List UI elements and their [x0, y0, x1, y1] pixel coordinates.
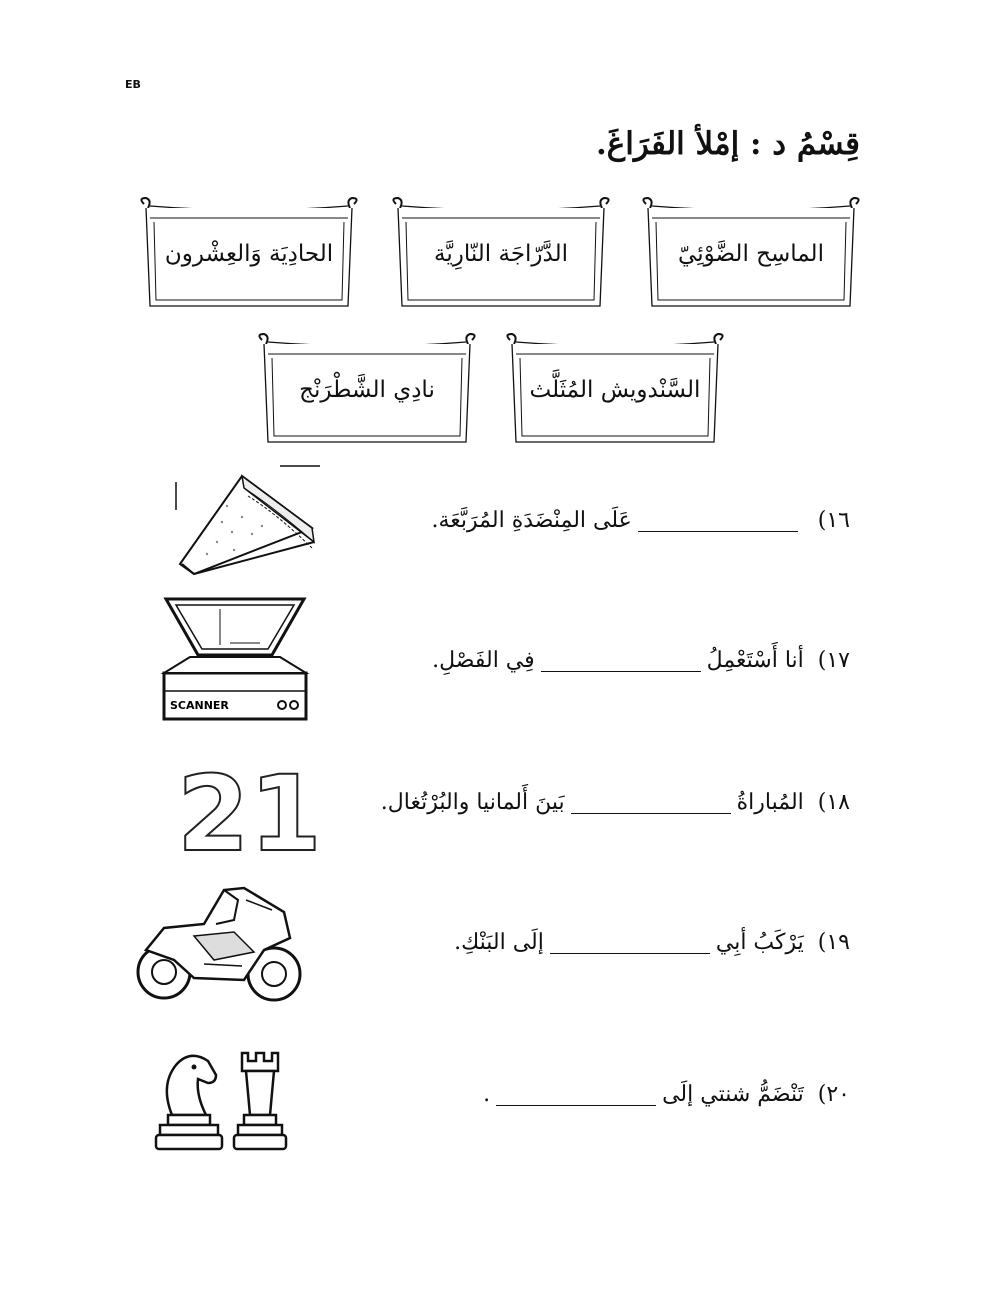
chess-pieces-icon	[150, 1045, 300, 1155]
section-title: قِسْمُ د : إمْلأ الفَرَاغَ.	[596, 126, 860, 162]
question-16	[432, 508, 851, 533]
question-text-after: بَينَ أَلمانيا والبُرْتُغال.	[380, 790, 565, 815]
corner-mark: EB	[125, 78, 141, 91]
word-bank-card[interactable]	[134, 196, 364, 288]
word-bank-card[interactable]	[386, 196, 616, 288]
question-text-after: إلَى البَنْكِ.	[454, 930, 544, 955]
answer-blank[interactable]	[541, 649, 701, 672]
word-bank-word: السَّنْدويش المُثَلَّث	[529, 377, 701, 403]
word-bank-word: نادِي الشَّطْرَنْج	[299, 377, 435, 403]
number-21-icon	[175, 753, 322, 875]
question-text-after: فِي الفَصْلِ.	[432, 648, 535, 673]
question-number: ١٨)	[817, 790, 850, 815]
word-bank-word: الدَّرّاجَة النّارِيَّة	[434, 241, 569, 267]
motorcycle-icon	[134, 880, 304, 1010]
question-20	[483, 1082, 850, 1107]
question-text-before: المُباراةُ	[736, 790, 804, 815]
answer-blank[interactable]	[550, 931, 710, 954]
scanner-label: SCANNER	[170, 699, 229, 712]
word-bank-word: الماسِح الضَّوْئِيّ	[678, 241, 824, 267]
question-18	[381, 790, 850, 815]
sandwich-icon	[172, 462, 322, 582]
word-bank-card[interactable]	[636, 196, 866, 288]
answer-blank[interactable]	[571, 791, 731, 814]
answer-blank[interactable]	[638, 509, 798, 532]
question-number: ٢٠)	[817, 1082, 850, 1107]
word-bank-card[interactable]	[500, 332, 730, 424]
question-text-before: تَنْضَمُّ شنتي إلَى	[662, 1082, 804, 1107]
question-19	[454, 930, 850, 955]
question-text-after: .	[483, 1082, 491, 1107]
question-text-before: أنا أَسْتَعْمِلُ	[706, 648, 804, 673]
question-number: ١٩)	[817, 930, 850, 955]
question-number: ١٦)	[817, 508, 850, 533]
question-number: ١٧)	[817, 648, 850, 673]
word-bank-word: الحادِيَة وَالعِشْرون	[164, 241, 334, 267]
answer-blank[interactable]	[496, 1083, 656, 1106]
question-text-after: عَلَى المِنْضَدَةِ المُرَبَّعَة.	[431, 508, 632, 533]
word-bank-card[interactable]	[252, 332, 482, 424]
question-text-before: يَرْكَبُ أبِي	[715, 930, 804, 955]
number-21-text: 21	[177, 753, 322, 875]
scanner-icon	[160, 595, 310, 725]
question-17	[432, 648, 850, 673]
